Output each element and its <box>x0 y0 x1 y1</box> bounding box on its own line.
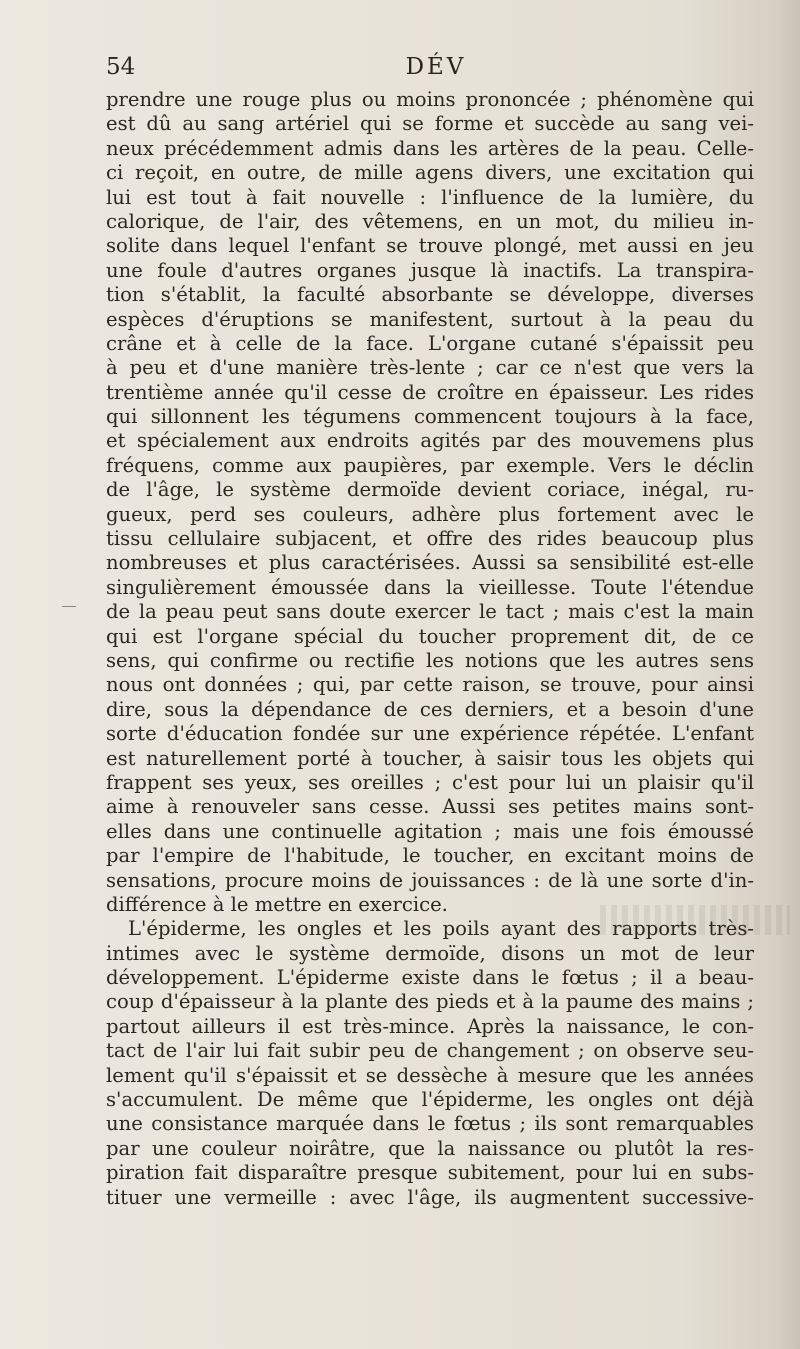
text-line: et spécialement aux endroits agités par des mouvemens plus <box>106 429 754 453</box>
paragraph-start-line: L'épiderme, les ongles et les poils ayant des rapports très- <box>128 917 754 941</box>
text-line: fréquens, comme aux paupières, par exemple. Vers le déclin <box>106 453 754 477</box>
paragraph-end-line: différence à le mettre en exercice. <box>106 892 448 916</box>
text-line: tion s'établit, la faculté absorbante se développe, diverses <box>106 283 754 307</box>
text-line: développement. L'épiderme existe dans le fœtus ; il a beau- <box>106 966 754 990</box>
text-line: de la peau peut sans doute exercer le tact ; mais c'est la main <box>106 600 754 624</box>
text-line: sens, qui confirme ou rectifie les notions que les autres sens <box>106 648 754 672</box>
text-line: sensations, procure moins de jouissances : de là une sorte d'in- <box>106 868 754 892</box>
text-line: gueux, perd ses couleurs, adhère plus fortement avec le <box>106 502 754 526</box>
text-line: frappent ses yeux, ses oreilles ; c'est pour lui un plaisir qu'il <box>106 770 754 794</box>
text-line: une foule d'autres organes jusque là inactifs. La transpira- <box>106 258 754 282</box>
text-line: est naturellement porté à toucher, à saisir tous les objets qui <box>106 746 754 770</box>
text-line: sorte d'éducation fondée sur une expérience répétée. L'enfant <box>106 722 754 746</box>
text-line: ci reçoit, en outre, de mille agens divers, une excitation qui <box>106 161 754 185</box>
page-header <box>106 54 754 90</box>
text-line: par l'empire de l'habitude, le toucher, en excitant moins de <box>106 844 754 868</box>
text-line: tituer une vermeille : avec l'âge, ils augmentent successive- <box>106 1185 754 1209</box>
text-line: à peu et d'une manière très-lente ; car ce n'est que vers la <box>106 356 754 380</box>
body-text <box>106 88 754 1210</box>
text-line: dire, sous la dépendance de ces derniers, et a besoin d'une <box>106 697 754 721</box>
text-line: qui sillonnent les tégumens commencent toujours à la face, <box>106 405 754 429</box>
text-line: lement qu'il s'épaissit et se dessèche à mesure que les années <box>106 1063 754 1087</box>
text-line: s'accumulent. De même que l'épiderme, les ongles ont déjà <box>106 1088 754 1112</box>
text-line: neux précédemment admis dans les artères de la peau. Celle- <box>106 136 754 160</box>
text-line: est dû au sang artériel qui se forme et succède au sang vei- <box>106 112 754 136</box>
text-line: de l'âge, le système dermoïde devient coriace, inégal, ru- <box>106 478 754 502</box>
text-line: tissu cellulaire subjacent, et offre des rides beaucoup plus <box>106 527 754 551</box>
text-line: calorique, de l'air, des vêtemens, en un mot, du milieu in- <box>106 209 754 233</box>
text-line: elles dans une continuelle agitation ; mais une fois émoussé <box>106 819 754 843</box>
margin-mark <box>62 606 76 607</box>
text-line: tact de l'air lui fait subir peu de changement ; on observe seu- <box>106 1039 754 1063</box>
text-line: solite dans lequel l'enfant se trouve plongé, met aussi en jeu <box>106 234 754 258</box>
text-line: par une couleur noirâtre, que la naissance ou plutôt la res- <box>106 1136 754 1160</box>
text-line: espèces d'éruptions se manifestent, surtout à la peau du <box>106 307 754 331</box>
running-head: DÉV <box>405 54 467 80</box>
text-line: crâne et à celle de la face. L'organe cutané s'épaissit peu <box>106 331 754 355</box>
text-line: lui est tout à fait nouvelle : l'influence de la lumière, du <box>106 185 754 209</box>
text-line: prendre une rouge plus ou moins prononcée ; phénomène qui <box>106 88 754 111</box>
text-line: coup d'épaisseur à la plante des pieds et à la paume des mains ; <box>106 990 754 1014</box>
text-line: nombreuses et plus caractérisées. Aussi sa sensibilité est-elle <box>106 551 754 575</box>
page-number: 54 <box>106 54 136 80</box>
text-line: partout ailleurs il est très-mince. Après la naissance, le con- <box>106 1014 754 1038</box>
text-line: trentième année qu'il cesse de croître en épaisseur. Les rides <box>106 380 754 404</box>
text-line: intimes avec le système dermoïde, disons un mot de leur <box>106 941 754 965</box>
text-line: singulièrement émoussée dans la vieillesse. Toute l'étendue <box>106 575 754 599</box>
text-line: qui est l'organe spécial du toucher proprement dit, de ce <box>106 624 754 648</box>
text-line: une consistance marquée dans le fœtus ; ils sont remarquables <box>106 1112 754 1136</box>
text-line: piration fait disparaître presque subitement, pour lui en subs- <box>106 1161 754 1185</box>
text-line: nous ont données ; qui, par cette raison, se trouve, pour ainsi <box>106 673 754 697</box>
text-line: aime à renouveler sans cesse. Aussi ses petites mains sont- <box>106 795 754 819</box>
